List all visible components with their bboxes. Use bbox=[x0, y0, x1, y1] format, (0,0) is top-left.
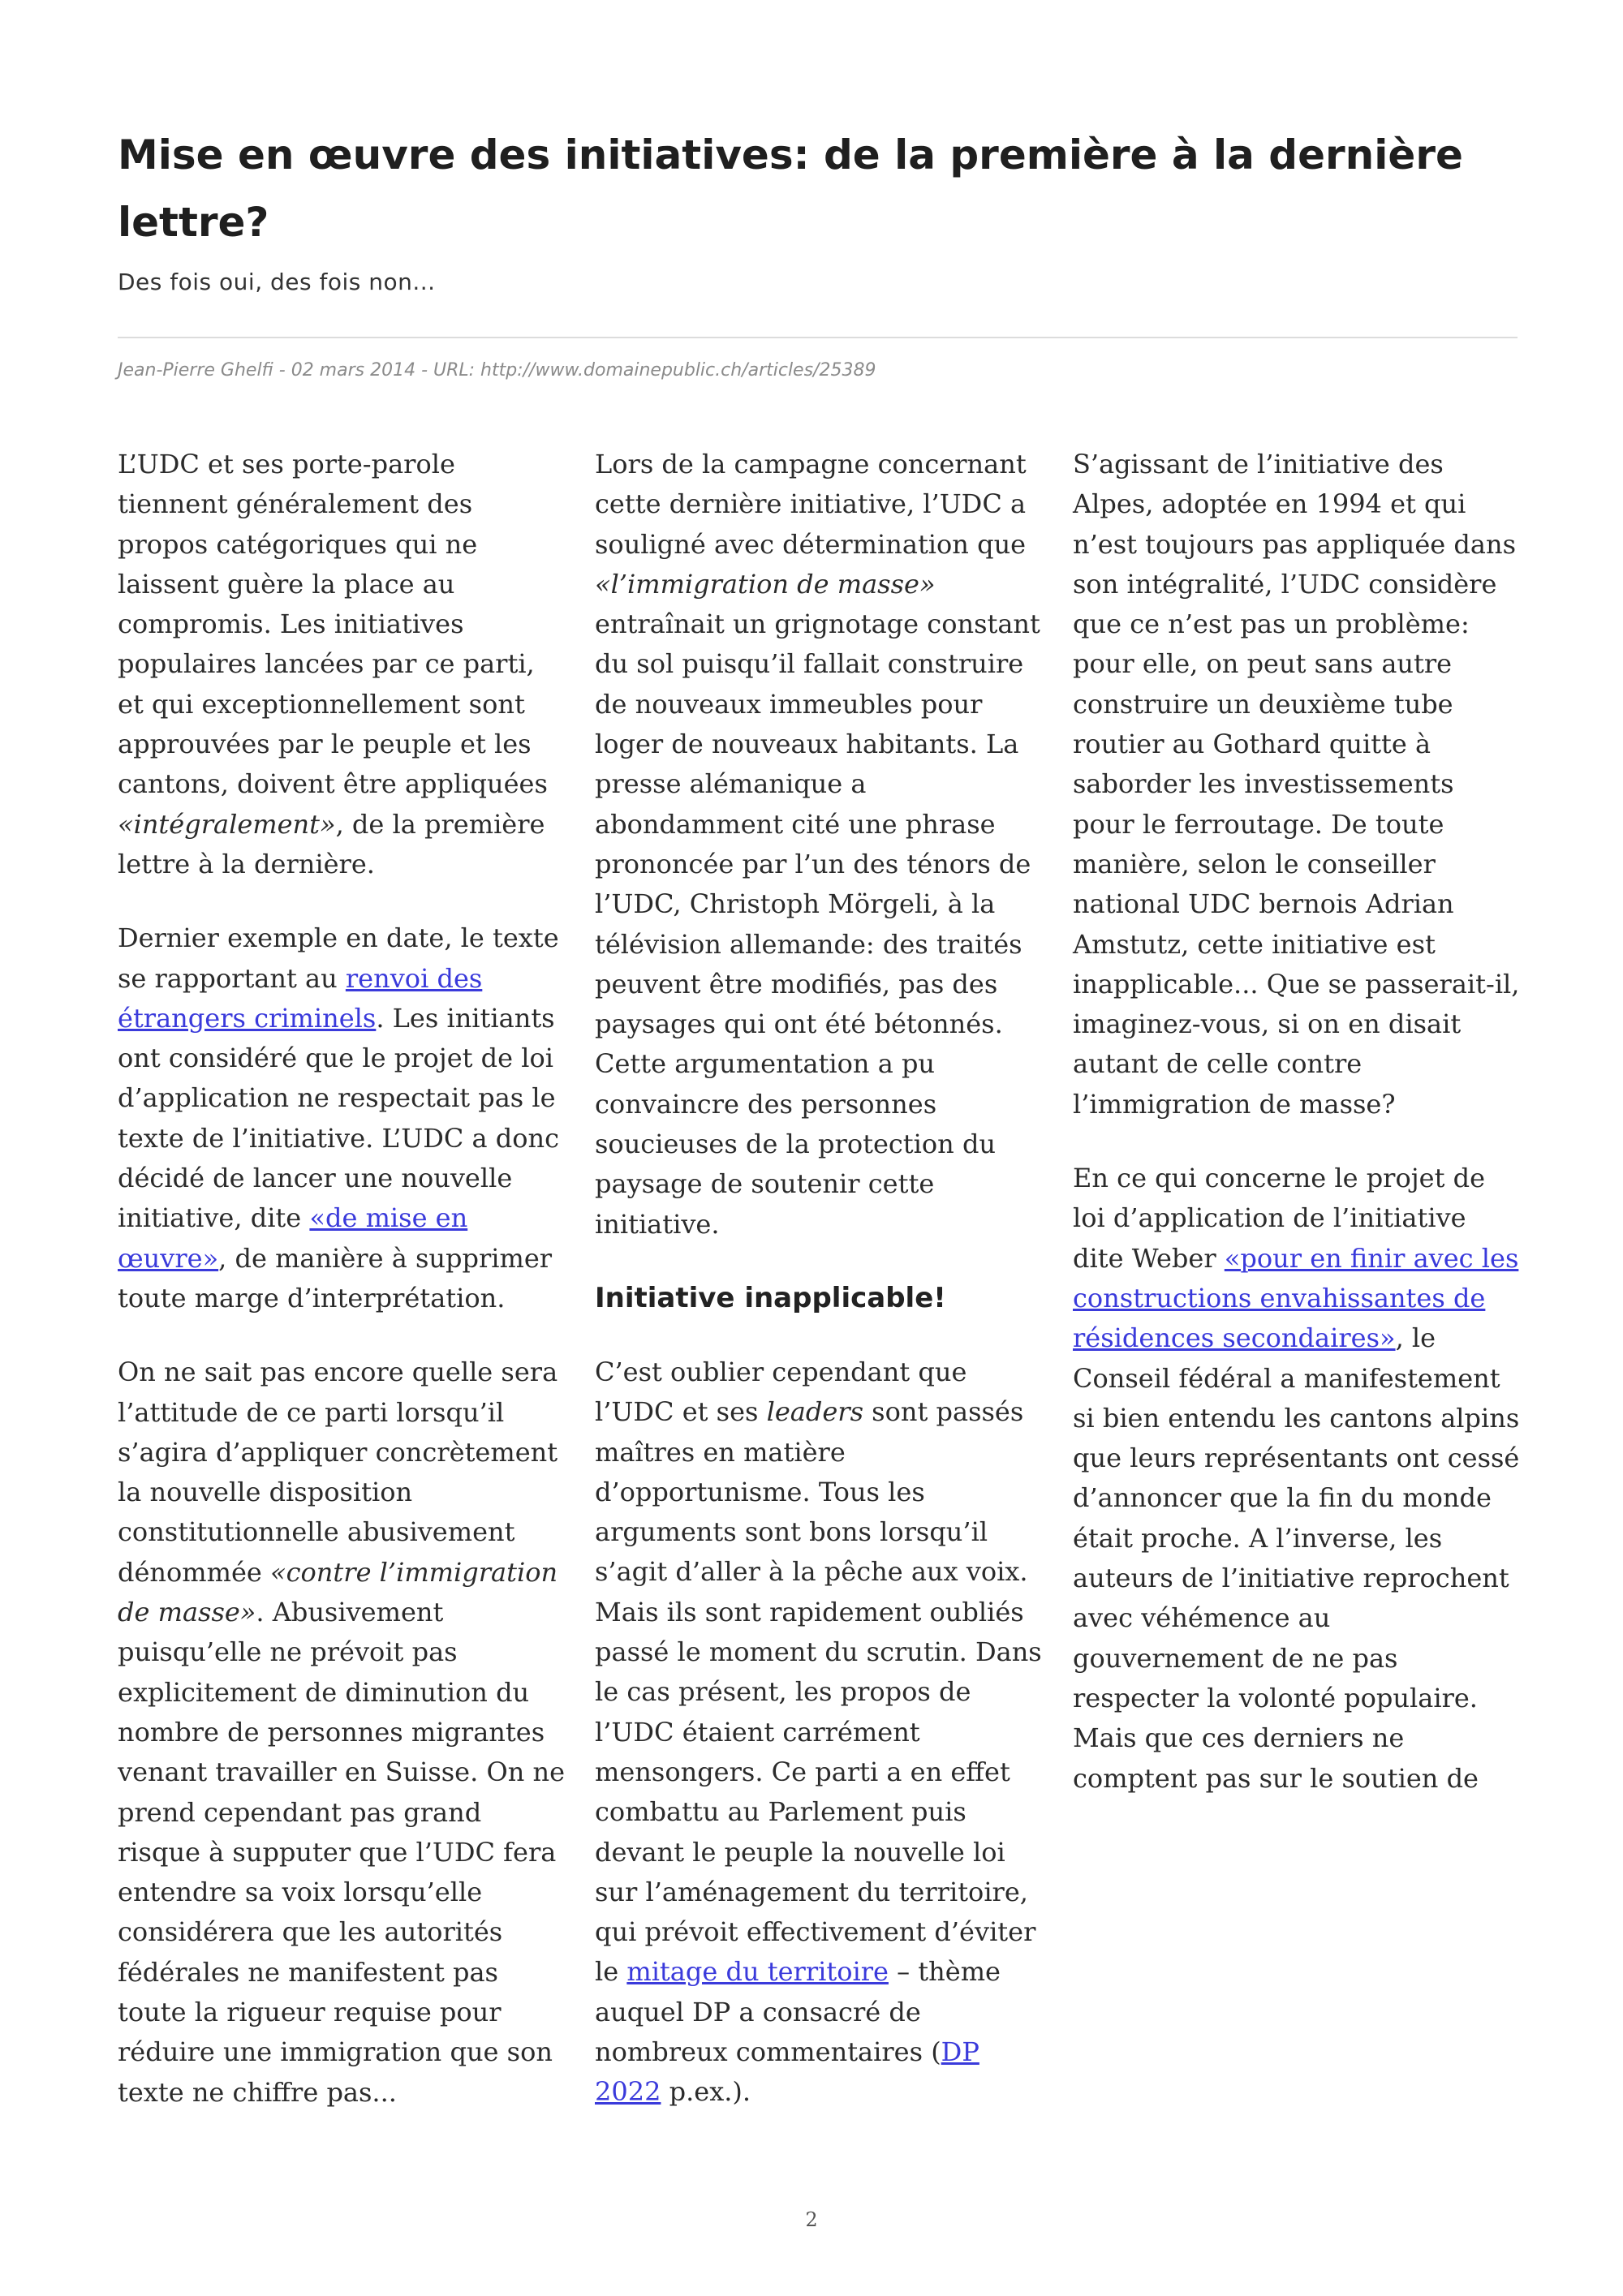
paragraph: Dernier exemple en date, le texte se rapportant au renvoi des étrangers criminels. Les initiants ont considéré que le projet de loi d’application ne respectait pas le texte de l’initiative. L’UDC a donc décidé de lancer une nouvelle initiative, dite «de mise en œuvre», de manière à supprimer toute marge d’interprétation. bbox=[118, 922, 560, 1314]
text-column-1 bbox=[118, 445, 568, 2147]
article-subtitle: Des fois oui, des fois non... bbox=[118, 269, 436, 295]
quote-immigration-de-masse: «contre l’immigration de masse» bbox=[118, 1556, 558, 1628]
link-mitage-du-territoire[interactable]: mitage du territoire bbox=[626, 1956, 889, 1988]
emphasis-leaders: leaders bbox=[766, 1396, 863, 1428]
paragraph: C’est oublier cependant que l’UDC et ses leaders sont passés maîtres en matière d’opportunisme. Tous les arguments sont bons lorsqu’il s’agit d’aller à la pêche aux voix. Mais ils sont rapidement oubliés passé le moment du scrutin. Dans le cas présent, les propos de l’UDC étaient carrément mensongers. Ce parti a en effet combattu au Parlement puis devant le peuple la nouvelle loi sur l’aménagement du territoire, qui prévoit effectivement d’éviter le mitage du territoire – thème auquel DP a consacré de nombreux commentaires (DP 2022 p.ex.). bbox=[595, 1356, 1042, 2108]
link-dp-2022[interactable]: DP 2022 bbox=[595, 2036, 979, 2108]
quote-immigration-de-masse-2: «l’immigration de masse» bbox=[595, 568, 936, 600]
text-column-2 bbox=[595, 445, 1045, 2147]
link-renvoi-etrangers-criminels[interactable]: renvoi des étrangers criminels bbox=[118, 962, 483, 1034]
section-heading: Initiative inapplicable! bbox=[595, 1281, 946, 1314]
article-title: Mise en œuvre des initiatives: de la première à la dernière lettre? bbox=[118, 131, 1463, 246]
paragraph: Lors de la campagne concernant cette dernière initiative, l’UDC a souligné avec détermination que «l’immigration de masse» entraînait un grignotage constant du sol puisqu’il fallait construire de nouveaux immeubles pour loger de nouveaux habitants. La presse alémanique a abondamment cité une phrase prononcée par l’un des ténors de l’UDC, Christoph Mörgeli, à la télévision allemande: des traités peuvent être modifiés, pas des paysages qui ont été bétonnés. Cette argumentation a pu convaincre des personnes soucieuses de la protection du paysage de soutenir cette initiative. bbox=[595, 449, 1040, 1240]
text-column-3 bbox=[1073, 445, 1523, 1833]
paragraph: En ce qui concerne le projet de loi d’application de l’initiative dite Weber «pour en finir avec les constructions envahissantes de résidences secondaires», le Conseil fédéral a manifestement si bien entendu les cantons alpins que leurs représentants ont cessé d’annoncer que la fin du monde était proche. A l’inverse, les auteurs de l’initiative reprochent avec véhémence au gouvernement de ne pas respecter la volonté populaire. Mais que ces derniers ne comptent pas sur le soutien de bbox=[1073, 1163, 1520, 1794]
quote-integralement: «intégralement» bbox=[118, 808, 336, 840]
paragraph: On ne sait pas encore quelle sera l’attitude de ce parti lorsqu’il s’agira d’appliquer concrètement la nouvelle disposition constitutionnelle abusivement dénommée «contre l’immigration de masse». Abusivement puisqu’elle ne prévoit pas explicitement de diminution du nombre de personnes migrantes venant travailler en Suisse. On ne prend cependant pas grand risque à supputer que l’UDC fera entendre sa voix lorsqu’elle considérera que les autorités fédérales ne manifestent pas toute la rigueur requise pour réduire une immigration que son texte ne chiffre pas... bbox=[118, 1357, 566, 2108]
paragraph: S’agissant de l’initiative des Alpes, adoptée en 1994 et qui n’est toujours pas appliquée dans son intégralité, l’UDC considère que ce n’est pas un problème: pour elle, on peut sans autre construire un deuxième tube routier au Gothard quitte à saborder les investissements pour le ferroutage. De toute manière, selon le conseiller national UDC bernois Adrian Amstutz, cette initiative est inapplicable... Que se passerait-il, imaginez-vous, si on en disait autant de celle contre l’immigration de masse? bbox=[1073, 449, 1520, 1120]
page-number: 2 bbox=[805, 2208, 818, 2231]
link-de-mise-en-oeuvre[interactable]: «de mise en œuvre» bbox=[118, 1202, 468, 1274]
article-byline: Jean-Pierre Ghelfi - 02 mars 2014 - URL: http://www.domainepublic.ch/articles/25389 bbox=[118, 360, 876, 381]
header-divider bbox=[118, 337, 1518, 338]
paragraph: L’UDC et ses porte-parole tiennent généralement des propos catégoriques qui ne laissent guère la place au compromis. Les initiatives populaires lancées par ce parti, et qui exceptionnellement sont approuvées par le peuple et les cantons, doivent être appliquées «intégralement», de la première lettre à la dernière. bbox=[118, 449, 548, 879]
link-initiative-weber[interactable]: «pour en finir avec les constructions envahissantes de résidences secondaires» bbox=[1073, 1242, 1519, 1354]
